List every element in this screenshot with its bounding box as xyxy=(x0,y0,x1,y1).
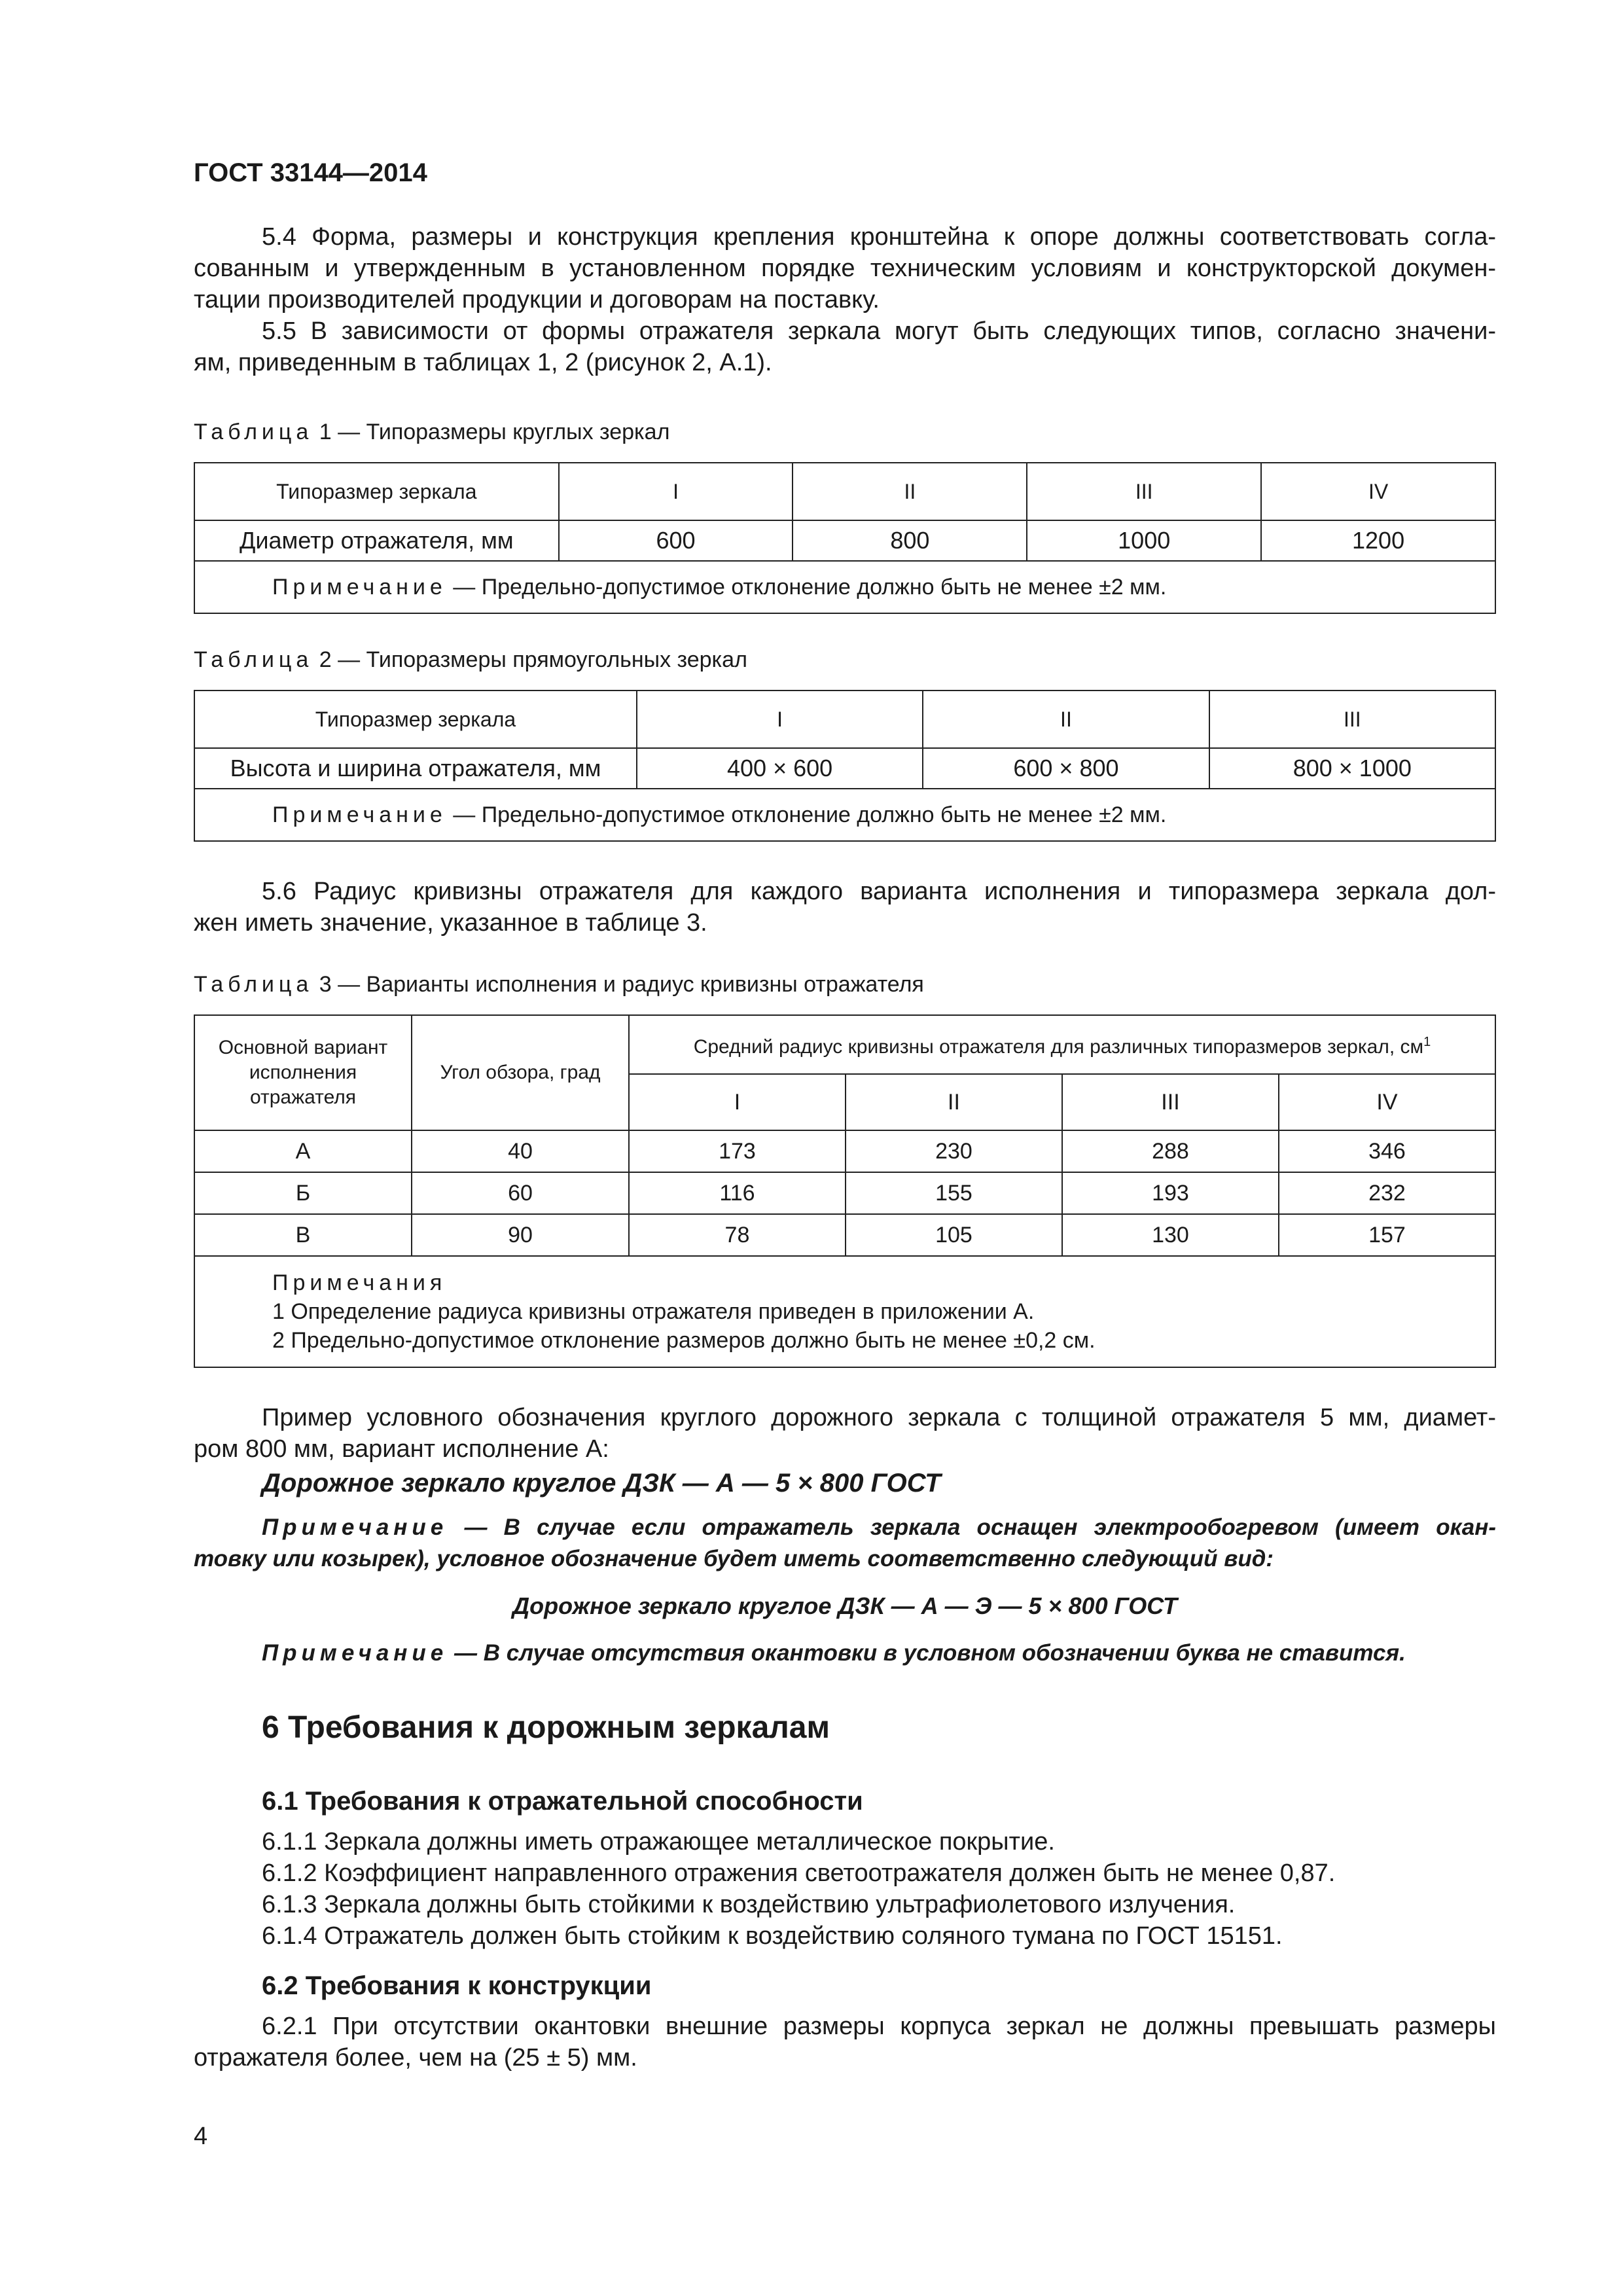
table-1-cell: 800 xyxy=(793,520,1027,561)
table-1-caption xyxy=(194,416,1496,448)
table-1-note-text: — Предельно-допустимое отклонение должно быть не менее ±2 мм. xyxy=(446,575,1167,600)
table-2-header-row xyxy=(194,691,1495,748)
designation-1: Дорожное зеркало круглое ДЗК — А — 5 × 800 ГОСТ xyxy=(262,1469,941,1498)
table-3-group-label: Средний радиус кривизны отражателя для различных типоразмеров зеркал, см xyxy=(693,1036,1424,1058)
table-1-caption-prefix: Таблица xyxy=(194,420,313,444)
table-2-caption xyxy=(194,644,1496,675)
note-b-prefix: Примечание xyxy=(262,1640,448,1666)
note-a-line-1 xyxy=(194,1512,1496,1543)
table-2 xyxy=(194,690,1496,842)
table-3-caption-text: 3 — Варианты исполнения и радиус кривизны отражателя xyxy=(313,972,924,997)
table-3-header-group xyxy=(629,1015,1495,1074)
example-line-2: ром 800 мм, вариант исполнение А: xyxy=(194,1435,609,1463)
example-line-1: Пример условного обозначения круглого дорожного зеркала с толщиной отражателя 5 мм, диамет- xyxy=(262,1404,1496,1431)
paragraph-5-4-line-2: сованным и утвержденным в установленном порядке техническим условиям и конструкторской докумен- xyxy=(194,255,1496,282)
table-3-cell: 193 xyxy=(1062,1172,1279,1214)
table-1 xyxy=(194,462,1496,614)
section-6-heading: 6 Требования к дорожным зеркалам xyxy=(262,1710,830,1745)
list-item: 6.1.2 Коэффициент направленного отражения светоотражателя должен быть не менее 0,87. xyxy=(262,1859,1336,1887)
paragraph-5-6-line-1: 5.6 Радиус кривизны отражателя для каждого варианта исполнения и типоразмера зеркала дол- xyxy=(262,878,1496,905)
table-3-group-sup: 1 xyxy=(1423,1035,1431,1049)
table-3-size-cell: I xyxy=(629,1074,846,1130)
table-2-header-cell: III xyxy=(1209,691,1495,748)
paragraph-5-5-line-1: 5.5 В зависимости от формы отражателя зеркала могут быть следующих типов, согласно значени- xyxy=(262,317,1496,345)
table-row xyxy=(194,1214,1495,1256)
table-row xyxy=(194,748,1495,789)
table-2-note xyxy=(194,789,1495,841)
table-3-size-cell: IV xyxy=(1279,1074,1495,1130)
table-3-cell: 105 xyxy=(846,1214,1062,1256)
table-3-header-variant: Основной вариант исполнения отражателя xyxy=(194,1015,412,1130)
table-2-header-cell: I xyxy=(637,691,923,748)
table-1-header-cell: I xyxy=(559,463,793,520)
table-3-size-cell: II xyxy=(846,1074,1062,1130)
table-3 xyxy=(194,1014,1496,1368)
page-number: 4 xyxy=(194,2123,208,2150)
document-header: ГОСТ 33144—2014 xyxy=(194,158,427,187)
designation-example xyxy=(194,1402,1496,1499)
paragraph-5-4-line-1: 5.4 Форма, размеры и конструкция крепления кронштейна к опоре должны соответствовать согла- xyxy=(262,223,1496,251)
section-6-1-heading: 6.1 Требования к отражательной способности xyxy=(262,1787,863,1816)
table-3-cell: 78 xyxy=(629,1214,846,1256)
table-3-cell: 130 xyxy=(1062,1214,1279,1256)
table-3-caption xyxy=(194,969,1496,1000)
note-a-prefix: Примечание xyxy=(262,1515,448,1540)
table-3-notes-title: Примечания xyxy=(272,1270,447,1295)
table-3-cell: 232 xyxy=(1279,1172,1495,1214)
table-3-note-1: 1 Определение радиуса кривизны отражателя приведен в приложении А. xyxy=(272,1299,1035,1324)
list-item: 6.1.1 Зеркала должны иметь отражающее металлическое покрытие. xyxy=(262,1828,1055,1856)
table-3-cell: 173 xyxy=(629,1130,846,1172)
table-2-caption-text: 2 — Типоразмеры прямоугольных зеркал xyxy=(313,647,747,672)
table-2-cell: Высота и ширина отражателя, мм xyxy=(194,748,637,789)
paragraph-6-2-1-line-1: 6.2.1 При отсутствии окантовки внешние размеры корпуса зеркал не должны превышать размеры xyxy=(262,2013,1496,2040)
table-1-caption-text: 1 — Типоразмеры круглых зеркал xyxy=(313,420,670,444)
table-3-cell: 60 xyxy=(412,1172,629,1214)
table-1-note-row xyxy=(194,561,1495,613)
table-3-header-angle: Угол обзора, град xyxy=(412,1015,629,1130)
table-3-cell: 90 xyxy=(412,1214,629,1256)
table-row xyxy=(194,1172,1495,1214)
list-item: 6.1.3 Зеркала должны быть стойкими к воздействию ультрафиолетового излучения. xyxy=(262,1891,1236,1918)
paragraph-6-2-1-line-2: отражателя более, чем на (25 ± 5) мм. xyxy=(194,2044,637,2072)
table-1-cell: 1000 xyxy=(1027,520,1261,561)
table-2-note-text: — Предельно-допустимое отклонение должно быть не менее ±2 мм. xyxy=(446,802,1167,827)
table-2-header-cell: Типоразмер зеркала xyxy=(194,691,637,748)
note-a-text-1: — В случае если отражатель зеркала оснащен электрообогревом (имеет окан- xyxy=(448,1515,1496,1540)
table-3-cell: 346 xyxy=(1279,1130,1495,1172)
table-3-cell: 155 xyxy=(846,1172,1062,1214)
paragraph-5-6-line-2: жен иметь значение, указанное в таблице 3. xyxy=(194,909,707,937)
table-1-header-cell: IV xyxy=(1261,463,1495,520)
table-1-cell: Диаметр отражателя, мм xyxy=(194,520,559,561)
table-3-cell: Б xyxy=(194,1172,412,1214)
paragraph-5-5-line-2: ям, приведенным в таблицах 1, 2 (рисунок 2, А.1). xyxy=(194,349,772,376)
table-3-cell: А xyxy=(194,1130,412,1172)
note-b xyxy=(194,1638,1496,1669)
table-3-cell: 230 xyxy=(846,1130,1062,1172)
document-page xyxy=(194,157,1496,2073)
section-6-2-heading: 6.2 Требования к конструкции xyxy=(262,1971,652,2000)
table-2-cell: 600 × 800 xyxy=(923,748,1209,789)
table-1-cell: 1200 xyxy=(1261,520,1495,561)
table-3-cell: 116 xyxy=(629,1172,846,1214)
designation-2: Дорожное зеркало круглое ДЗК — А — Э — 5 × 800 ГОСТ xyxy=(512,1592,1177,1619)
table-3-notes-row xyxy=(194,1256,1495,1367)
table-2-note-prefix: Примечание xyxy=(272,802,447,827)
table-1-header-cell: Типоразмер зеркала xyxy=(194,463,559,520)
note-b-text: — В случае отсутствия окантовки в условном обозначении буква не ставится. xyxy=(448,1640,1406,1666)
table-2-caption-prefix: Таблица xyxy=(194,647,313,672)
table-3-note-2: 2 Предельно-допустимое отклонение размеров должно быть не менее ±0,2 см. xyxy=(272,1328,1096,1353)
table-3-cell: В xyxy=(194,1214,412,1256)
table-3-header-row xyxy=(194,1015,1495,1074)
table-3-notes xyxy=(194,1256,1495,1367)
list-item: 6.1.4 Отражатель должен быть стойким к воздействию соляного тумана по ГОСТ 15151. xyxy=(262,1922,1283,1950)
table-2-cell: 400 × 600 xyxy=(637,748,923,789)
table-3-caption-prefix: Таблица xyxy=(194,972,313,997)
table-3-size-cell: III xyxy=(1062,1074,1279,1130)
table-1-note-prefix: Примечание xyxy=(272,575,447,600)
table-row xyxy=(194,520,1495,561)
table-1-header-cell: II xyxy=(793,463,1027,520)
table-row xyxy=(194,1130,1495,1172)
table-2-note-row xyxy=(194,789,1495,841)
table-2-header-cell: II xyxy=(923,691,1209,748)
table-3-cell: 40 xyxy=(412,1130,629,1172)
table-1-header-cell: III xyxy=(1027,463,1261,520)
paragraph-5-4-line-3: тации производителей продукции и договорам на поставку. xyxy=(194,286,880,314)
table-1-note xyxy=(194,561,1495,613)
table-1-header-row xyxy=(194,463,1495,520)
table-1-cell: 600 xyxy=(559,520,793,561)
table-2-cell: 800 × 1000 xyxy=(1209,748,1495,789)
note-a-line-2: товку или козырек), условное обозначение будет иметь соответственно следующий вид: xyxy=(194,1546,1274,1571)
table-3-cell: 157 xyxy=(1279,1214,1495,1256)
table-3-cell: 288 xyxy=(1062,1130,1279,1172)
